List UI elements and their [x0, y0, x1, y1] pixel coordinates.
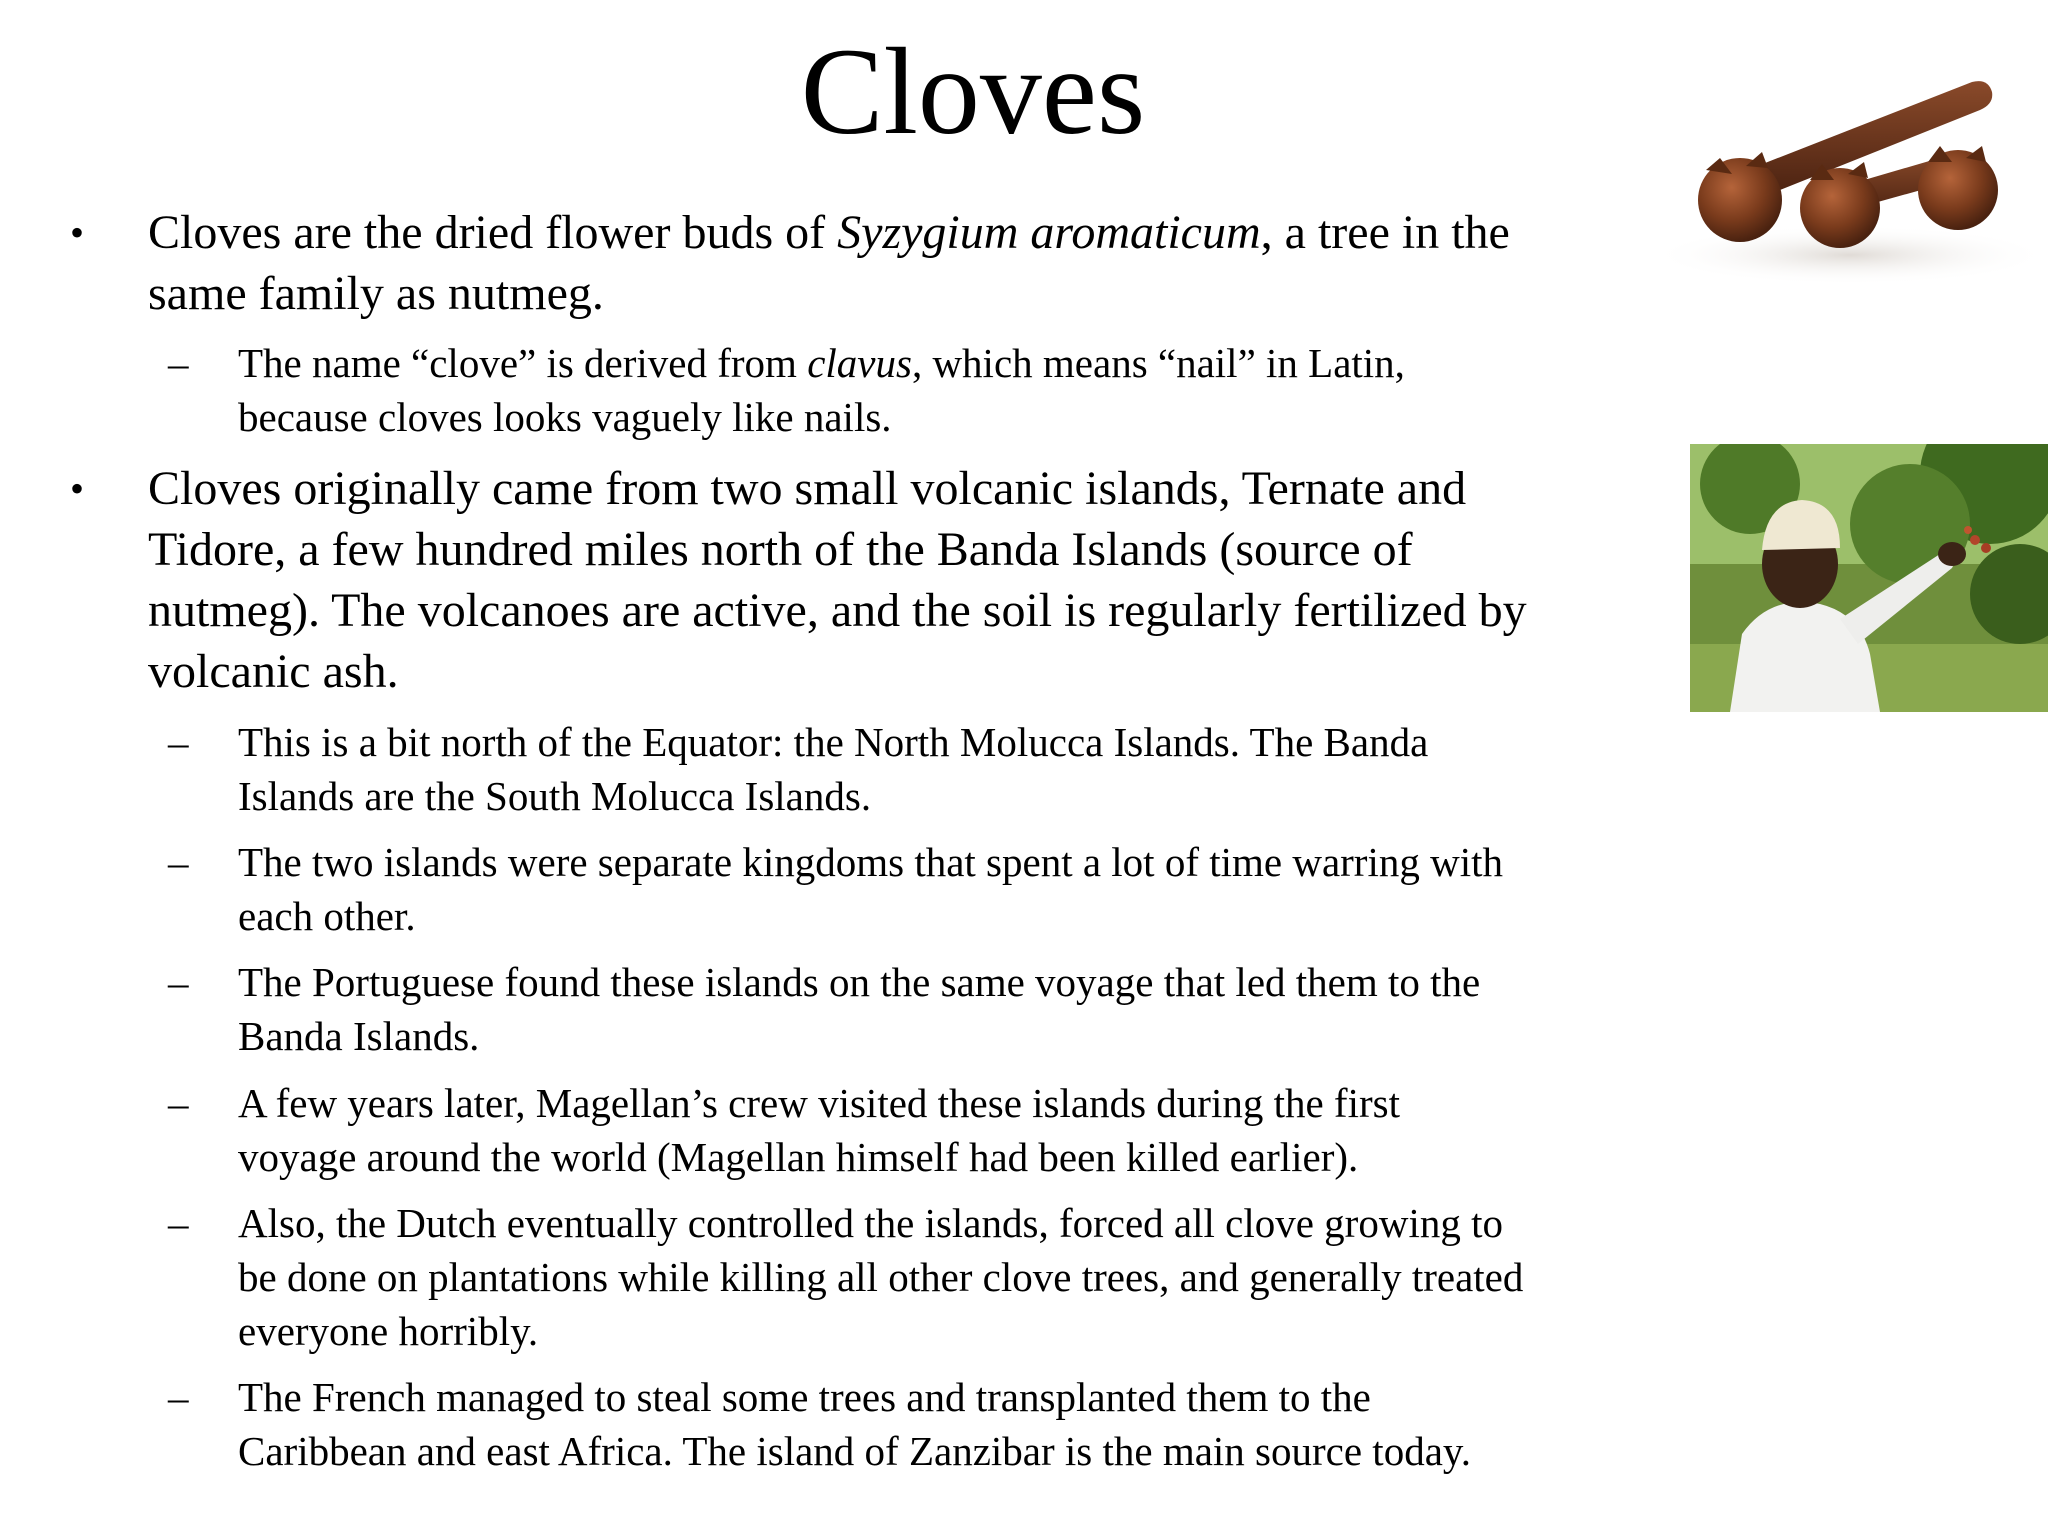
sub-bullet-line: Caribbean and east Africa. The island of Zanzibar is the main source today. [238, 1428, 1471, 1474]
bullet-1-line-2: same family as nutmeg. [148, 267, 604, 320]
sub-bullet-line: each other. [238, 893, 416, 939]
bullet-marker: • [70, 466, 85, 511]
sub-bullet-marker: – [168, 839, 189, 885]
sub-bullet-2-6 [238, 1370, 1688, 1478]
bullet-2-line-2: Tidore, a few hundred miles north of the Banda Islands (source of [148, 523, 1413, 576]
sub-bullet-marker: – [168, 1080, 189, 1126]
sub-bullet-2-4 [238, 1076, 1688, 1184]
scientific-name: Syzygium aromaticum [837, 206, 1261, 259]
clove-farmer-image [1690, 444, 2048, 712]
sub-bullet-marker: – [168, 1374, 189, 1420]
clove-bud [1918, 146, 1998, 230]
sub-bullet-1-1-line-1: The name “clove” is derived from clavus, which means “nail” in Latin, [238, 340, 1405, 386]
sub-bullet-2-1 [238, 715, 1688, 823]
bullet-marker: • [70, 210, 85, 255]
sub-bullet-marker: – [168, 719, 189, 765]
sub-bullet-line: The French managed to steal some trees and transplanted them to the [238, 1374, 1371, 1420]
dried-cloves-illustration [1620, 40, 2048, 290]
sub-bullet-line: Also, the Dutch eventually controlled the islands, forced all clove growing to [238, 1200, 1503, 1246]
bullet-2 [148, 458, 1668, 702]
sub-bullet-2-2 [238, 835, 1688, 943]
sub-bullet-line: Banda Islands. [238, 1013, 480, 1059]
sub-bullet-line: everyone horribly. [238, 1308, 539, 1354]
sub-bullet-marker: – [168, 1200, 189, 1246]
slide-title: Cloves [800, 23, 1146, 160]
sub-bullet-2-5 [238, 1196, 1688, 1358]
sub-bullet-line: A few years later, Magellan’s crew visited these islands during the first [238, 1080, 1400, 1126]
sub-bullet-line: The two islands were separate kingdoms that spent a lot of time warring with [238, 839, 1503, 885]
sub-bullet-line: be done on plantations while killing all other clove trees, and generally treated [238, 1254, 1524, 1300]
bullet-1 [148, 202, 1668, 324]
sub-bullet-marker: – [168, 959, 189, 1005]
bullet-2-line-4: volcanic ash. [148, 645, 399, 698]
sub-bullet-line: The Portuguese found these islands on the same voyage that led them to the [238, 959, 1481, 1005]
sub-bullet-line: Islands are the South Molucca Islands. [238, 773, 872, 819]
clove-farmer-illustration [1690, 444, 2048, 712]
sub-bullet-line: voyage around the world (Magellan himself had been killed earlier). [238, 1134, 1359, 1180]
sub-bullet-marker: – [168, 340, 189, 386]
sub-bullet-line: This is a bit north of the Equator: the North Molucca Islands. The Banda [238, 719, 1429, 765]
sub-bullet-1-1 [238, 336, 1688, 444]
sub-bullet-2-3 [238, 955, 1688, 1063]
cloves-image [1620, 40, 2048, 290]
bullet-1-line-1: Cloves are the dried flower buds of Syzygium aromaticum, a tree in the [148, 206, 1510, 259]
bullet-2-line-3: nutmeg). The volcanoes are active, and the soil is regularly fertilized by [148, 584, 1527, 637]
bullet-2-line-1: Cloves originally came from two small volcanic islands, Ternate and [148, 462, 1467, 515]
sub-bullet-1-1-line-2: because cloves looks vaguely like nails. [238, 394, 892, 440]
latin-word: clavus [807, 340, 912, 386]
